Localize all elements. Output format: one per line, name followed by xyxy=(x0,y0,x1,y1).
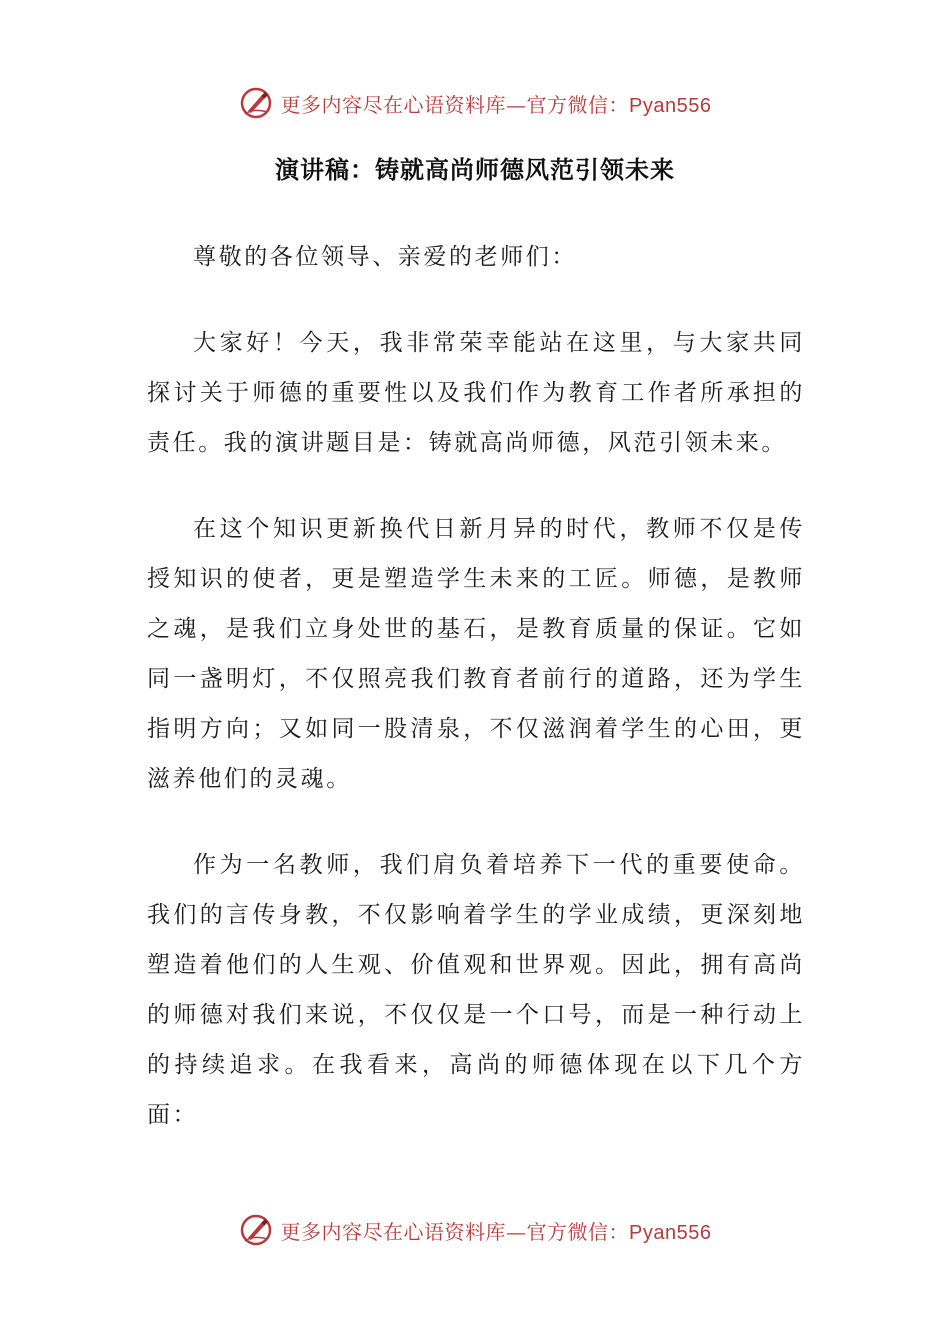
pen-circle-logo-icon xyxy=(239,1213,273,1247)
paragraph-salutation: 尊敬的各位领导、亲爱的老师们： xyxy=(193,244,577,270)
banner-wechat-id: Pyan556 xyxy=(629,1221,712,1244)
document-body xyxy=(147,232,805,1176)
paragraph-mission: 作为一名教师，我们肩负着培养下一代的重要使命。我们的言传身教，不仅影响着学生的学业成绩，更深刻地塑造着他们的人生观、价值观和世界观。因此，拥有高尚的师德对我们来说，不仅仅是一个口号，而是一种行动上的持续追求。在我看来，高尚的师德体现在以下几个方面： xyxy=(147,852,805,1128)
banner-slogan: 更多内容尽在心语资料库—官方微信： xyxy=(280,1219,630,1244)
header-banner xyxy=(0,83,950,123)
banner-wechat-id: Pyan556 xyxy=(629,94,712,117)
paragraph-era: 在这个知识更新换代日新月异的时代，教师不仅是传授知识的使者，更是塑造学生未来的工匠。师德，是教师之魂，是我们立身处世的基石，是教育质量的保证。它如同一盏明灯，不仅照亮我们教育者前行的道路，还为学生指明方向；又如同一股清泉，不仅滋润着学生的心田，更滋养他们的灵魂。 xyxy=(147,516,805,792)
pen-circle-logo-icon xyxy=(239,86,273,120)
paragraph-intro: 大家好！今天，我非常荣幸能站在这里，与大家共同探讨关于师德的重要性以及我们作为教育工作者所承担的责任。我的演讲题目是：铸就高尚师德，风范引领未来。 xyxy=(147,330,805,456)
banner-text xyxy=(281,1216,712,1245)
document-title: 演讲稿：铸就高尚师德风范引领未来 xyxy=(275,155,675,184)
banner-text xyxy=(281,89,712,118)
banner-slogan: 更多内容尽在心语资料库—官方微信： xyxy=(280,92,630,117)
footer-banner xyxy=(0,1210,950,1250)
